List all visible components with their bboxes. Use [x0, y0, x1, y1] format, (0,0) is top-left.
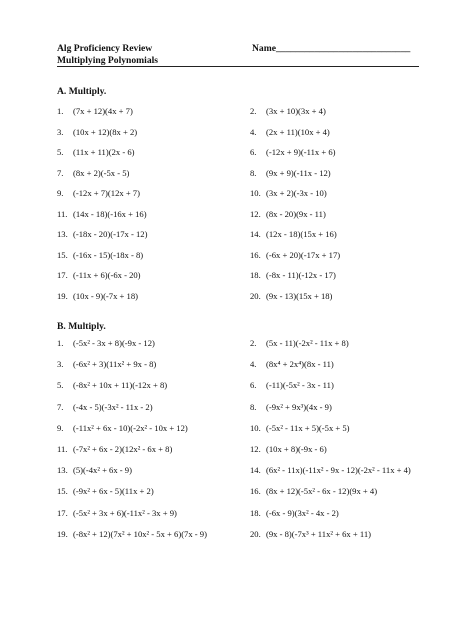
problem-expression: (-11x + 6)(-6x - 20)	[73, 270, 141, 280]
problem-expression: (-5x² - 11x + 5)(-5x + 5)	[266, 422, 350, 433]
problem-number: 9.	[57, 188, 64, 198]
problem-expression: (3x + 10)(3x + 4)	[266, 106, 326, 116]
problem-item	[250, 209, 326, 219]
problem-number: 4.	[250, 126, 257, 137]
problem-number: 13.	[57, 465, 68, 476]
problem-expression: (-18x - 20)(-17x - 12)	[73, 229, 148, 239]
problem-number: 6.	[250, 380, 257, 391]
problem-number: 2.	[250, 106, 257, 116]
problem-item	[57, 423, 188, 433]
problem-expression: (11x + 11)(2x - 6)	[73, 147, 135, 157]
problem-item	[57, 209, 147, 219]
problem-item	[57, 338, 155, 348]
problem-row	[57, 508, 437, 529]
problem-expression: (10x - 9)(-7x + 18)	[73, 290, 138, 301]
problem-item	[57, 291, 138, 301]
problem-number: 15.	[57, 486, 68, 497]
problem-number: 13.	[57, 229, 68, 239]
problem-number: 10.	[250, 422, 261, 433]
problem-number: 19.	[57, 528, 68, 539]
problem-item	[250, 106, 326, 116]
problem-item	[57, 127, 137, 137]
problem-row	[57, 338, 437, 359]
problem-expression: (-9x² + 9x³)(4x - 9)	[266, 401, 332, 412]
problem-row	[57, 147, 437, 168]
problem-expression: (-6x - 9)(3x² - 4x - 2)	[266, 507, 339, 518]
problem-number: 1.	[57, 106, 64, 116]
problem-number: 7.	[57, 167, 64, 178]
problem-number: 15.	[57, 249, 68, 260]
problem-item	[57, 402, 153, 412]
problem-expression: (-5x² + 3x + 6)(-11x² - 3x + 9)	[73, 507, 177, 518]
problem-expression: (-11x² + 6x - 10)(-2x² - 10x + 12)	[73, 422, 188, 433]
problem-item	[250, 402, 332, 412]
problem-expression: (3x + 2)(-3x - 10)	[266, 188, 327, 198]
problem-expression: (-6x² + 3)(11x² + 9x - 8)	[73, 359, 157, 370]
name-field: Name____________________________	[252, 43, 411, 54]
problem-expression: (-8x² + 10x + 11)(-12x + 8)	[73, 380, 168, 391]
problem-expression: (-6x + 20)(-17x + 17)	[266, 249, 341, 260]
problem-row	[57, 402, 437, 423]
problem-expression: (5)(-4x² + 6x - 9)	[73, 465, 132, 476]
section-b-problems	[57, 338, 437, 550]
problem-expression: (-16x - 15)(-18x - 8)	[73, 249, 144, 260]
problem-number: 4.	[250, 359, 257, 370]
problem-item	[250, 423, 350, 433]
problem-expression: (8x + 12)(-5x² - 6x - 12)(9x + 4)	[266, 486, 378, 497]
problem-number: 16.	[250, 249, 261, 260]
problem-number: 12.	[250, 443, 261, 454]
problem-item	[57, 147, 135, 157]
problem-number: 17.	[57, 270, 68, 280]
problem-item	[250, 168, 331, 178]
course-title: Alg Proficiency Review	[57, 43, 153, 54]
problem-expression: (2x + 11)(10x + 4)	[266, 126, 330, 137]
problem-item	[250, 465, 411, 475]
problem-row	[57, 270, 437, 291]
problem-expression: (-9x² + 6x - 5)(11x + 2)	[73, 486, 154, 497]
problem-item	[57, 250, 143, 260]
problem-number: 5.	[57, 147, 64, 157]
problem-expression: (-11)(-5x² - 3x - 11)	[266, 380, 334, 391]
worksheet-header	[57, 43, 158, 67]
problem-row	[57, 188, 437, 209]
header-rule	[57, 66, 419, 67]
problem-row	[57, 444, 437, 465]
problem-item	[57, 380, 167, 390]
problem-number: 9.	[57, 422, 64, 433]
problem-row	[57, 229, 437, 250]
problem-expression: (-8x - 11)(-12x - 17)	[266, 270, 336, 280]
problem-row	[57, 380, 437, 401]
problem-row	[57, 529, 437, 550]
problem-item	[57, 529, 207, 539]
problem-number: 17.	[57, 507, 68, 518]
problem-row	[57, 250, 437, 271]
problem-item	[250, 359, 334, 369]
problem-number: 18.	[250, 270, 261, 280]
problem-item	[250, 188, 327, 198]
problem-number: 2.	[250, 338, 257, 348]
problem-item	[250, 147, 336, 157]
problem-expression: (-7x² + 6x - 2)(12x² - 6x + 8)	[73, 443, 173, 454]
problem-number: 8.	[250, 167, 257, 178]
problem-expression: (-4x - 5)(-3x² - 11x - 2)	[73, 401, 153, 412]
problem-item	[57, 188, 140, 198]
problem-item	[57, 359, 156, 369]
problem-expression: (14x - 18)(-16x + 16)	[73, 208, 147, 219]
problem-number: 20.	[250, 528, 261, 539]
problem-expression: (5x - 11)(-2x² - 11x + 8)	[266, 338, 349, 348]
problem-number: 18.	[250, 507, 261, 518]
problem-item	[57, 508, 177, 518]
problem-number: 7.	[57, 401, 64, 412]
section-a-title: A. Multiply.	[57, 86, 107, 97]
problem-number: 20.	[250, 290, 261, 301]
problem-number: 19.	[57, 290, 68, 301]
problem-item	[250, 270, 336, 280]
problem-expression: (9x - 13)(15x + 18)	[266, 290, 333, 301]
problem-expression: (10x + 8)(-9x - 6)	[266, 443, 327, 454]
problem-expression: (6x² - 11x)(-11x² - 9x - 12)(-2x² - 11x + 4)	[266, 465, 411, 476]
problem-row	[57, 209, 437, 230]
problem-number: 11.	[57, 208, 68, 219]
problem-expression: (8x + 2)(-5x - 5)	[73, 167, 130, 178]
problem-expression: (9x - 8)(-7x³ + 11x² + 6x + 11)	[266, 528, 371, 539]
problem-number: 5.	[57, 380, 64, 391]
problem-item	[250, 291, 332, 301]
problem-expression: (-8x² + 12)(7x² + 10x² - 5x + 6)(7x - 9)	[73, 528, 207, 539]
problem-number: 1.	[57, 338, 64, 348]
problem-item	[250, 529, 371, 539]
problem-item	[57, 168, 129, 178]
problem-item	[250, 250, 340, 260]
problem-item	[250, 338, 349, 348]
worksheet-title: Multiplying Polynomials	[57, 55, 159, 66]
problem-row	[57, 127, 437, 148]
problem-number: 3.	[57, 359, 64, 370]
section-b-title: B. Multiply.	[57, 321, 106, 332]
problem-row	[57, 291, 437, 312]
problem-item	[250, 380, 334, 390]
problem-row	[57, 168, 437, 189]
problem-item	[57, 444, 172, 454]
problem-item	[57, 270, 141, 280]
problem-row	[57, 423, 437, 444]
problem-item	[250, 486, 377, 496]
problem-number: 10.	[250, 188, 261, 198]
problem-expression: (-5x² - 3x + 8)(-9x - 12)	[73, 338, 155, 348]
problem-item	[250, 444, 327, 454]
problem-item	[57, 465, 132, 475]
problem-number: 11.	[57, 443, 68, 454]
problem-row	[57, 106, 437, 127]
problem-row	[57, 465, 437, 486]
problem-expression: (8x - 20)(9x - 11)	[266, 208, 326, 219]
problem-number: 6.	[250, 147, 257, 157]
problem-number: 14.	[250, 465, 261, 476]
section-a-problems	[57, 106, 437, 311]
problem-expression: (9x + 9)(-11x - 12)	[266, 167, 331, 178]
problem-expression: (8x⁴ + 2x⁴)(8x - 11)	[266, 359, 334, 370]
problem-number: 14.	[250, 229, 261, 239]
problem-row	[57, 359, 437, 380]
problem-number: 3.	[57, 126, 64, 137]
problem-item	[250, 508, 339, 518]
problem-expression: (7x + 12)(4x + 7)	[73, 106, 133, 116]
problem-item	[57, 486, 154, 496]
problem-item	[250, 229, 337, 239]
problem-number: 8.	[250, 401, 257, 412]
problem-expression: (-12x + 9)(-11x + 6)	[266, 147, 336, 157]
problem-expression: (12x - 18)(15x + 16)	[266, 229, 337, 239]
problem-item	[250, 127, 330, 137]
problem-item	[57, 106, 133, 116]
problem-expression: (-12x + 7)(12x + 7)	[73, 188, 140, 198]
problem-item	[57, 229, 147, 239]
problem-number: 12.	[250, 208, 261, 219]
problem-expression: (10x + 12)(8x + 2)	[73, 126, 138, 137]
problem-row	[57, 486, 437, 507]
problem-number: 16.	[250, 486, 261, 497]
